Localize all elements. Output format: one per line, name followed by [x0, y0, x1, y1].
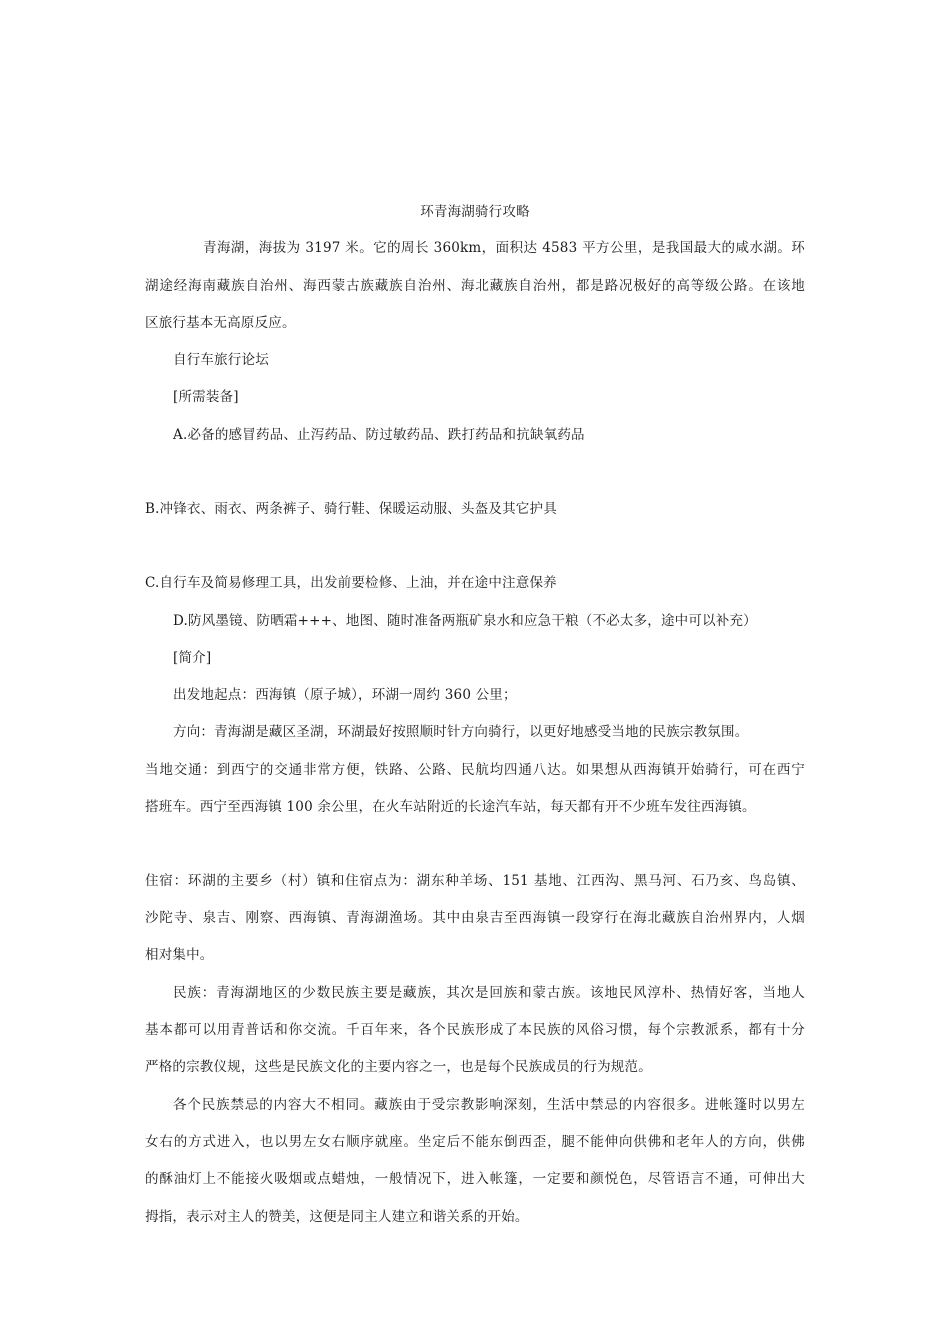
ethnic-line-2: 基本都可以用青普话和你交流。千百年来，各个民族形成了本民族的风俗习惯，每个宗教派系，都有十分 [145, 1022, 805, 1038]
taboo-line-3: 的酥油灯上不能接火吸烟或点蜡烛，一般情况下，进入帐篷，一定要和颜悦色，尽管语言不通，可伸出大 [145, 1171, 805, 1187]
taboo-line-2: 女右的方式进入，也以男左女右顺序就座。坐定后不能东倒西歪，腿不能伸向供佛和老年人的方向，供佛 [145, 1134, 805, 1150]
forum-label: 自行车旅行论坛 [173, 352, 269, 368]
intro-heading: [简介] [173, 650, 212, 666]
taboo-line-4: 拇指，表示对主人的赞美，这便是同主人建立和谐关系的开始。 [145, 1209, 529, 1225]
intro-line-3: 区旅行基本无高原反应。 [145, 315, 296, 331]
intro-line-2: 湖途经海南藏族自治州、海西蒙古族藏族自治州、海北藏族自治州，都是路况极好的高等级公路。在该地 [145, 278, 805, 294]
transport-line-1: 当地交通：到西宁的交通非常方便，铁路、公路、民航均四通八达。如果想从西海镇开始骑行，可在西宁 [145, 762, 805, 778]
equipment-item-d: D.防风墨镜、防晒霜+++、地图、随时准备两瓶矿泉水和应急干粮（不必太多，途中可以补充） [173, 613, 757, 629]
start-point: 出发地起点：西海镇（原子城），环湖一周约 360 公里； [173, 687, 517, 703]
lodging-line-2: 沙陀寺、泉吉、刚察、西海镇、青海湖渔场。其中由泉吉至西海镇一段穿行在海北藏族自治州界内，人烟 [145, 910, 805, 926]
lodging-line-1: 住宿：环湖的主要乡（村）镇和住宿点为：湖东种羊场、151 基地、江西沟、黑马河、石乃亥、鸟岛镇、 [145, 873, 805, 889]
equipment-item-c: C.自行车及简易修理工具，出发前要检修、上油，并在途中注意保养 [145, 575, 557, 591]
lodging-line-3: 相对集中。 [145, 947, 214, 963]
equipment-heading: [所需装备] [173, 389, 239, 405]
ethnic-line-1: 民族：青海湖地区的少数民族主要是藏族，其次是回族和蒙古族。该地民风淳朴、热情好客，当地人 [173, 985, 805, 1001]
document-title: 环青海湖骑行攻略 [420, 204, 530, 220]
direction-text: 方向：青海湖是藏区圣湖，环湖最好按照顺时针方向骑行，以更好地感受当地的民族宗教氛围。 [173, 724, 749, 740]
equipment-item-b: B.冲锋衣、雨衣、两条裤子、骑行鞋、保暖运动服、头盔及其它护具 [145, 501, 557, 517]
transport-line-2: 搭班车。西宁至西海镇 100 余公里，在火车站附近的长途汽车站，每天都有开不少班车发往西海镇。 [145, 799, 756, 815]
equipment-item-a: A.必备的感冒药品、止泻药品、防过敏药品、跌打药品和抗缺氧药品 [173, 427, 585, 443]
intro-line-1: 青海湖，海拔为 3197 米。它的周长 360km，面积达 4583 平方公里，是我国最大的咸水湖。环 [203, 240, 805, 256]
taboo-line-1: 各个民族禁忌的内容大不相同。藏族由于受宗教影响深刻，生活中禁忌的内容很多。进帐篷时以男左 [173, 1097, 805, 1113]
ethnic-line-3: 严格的宗教仪规，这些是民族文化的主要内容之一，也是每个民族成员的行为规范。 [145, 1059, 652, 1075]
